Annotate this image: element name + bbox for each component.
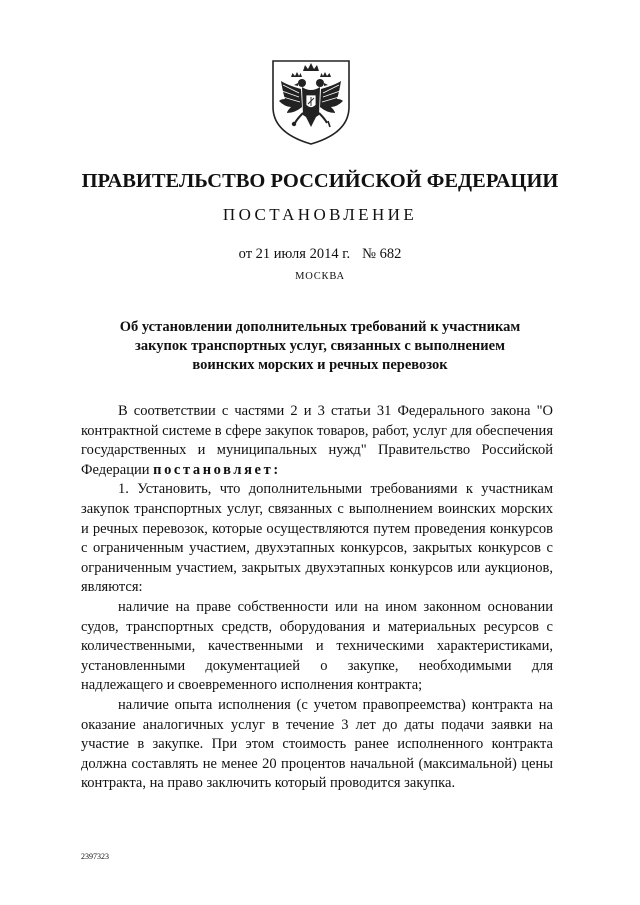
heading-line: воинских морских и речных перевозок xyxy=(192,357,448,373)
city-name: МОСКВА xyxy=(295,271,345,282)
requirement-1-paragraph: наличие на праве собственности или на ином законном основании судов, транспортных средств, оборудования и материальных ресурсов с количественными, качественными и техническими характеристиками, установленными документацией о закупке, необходимыми для надлежащего и своевременного исполнения контракта; xyxy=(81,598,553,694)
document-type: ПОСТАНОВЛЕНИЕ xyxy=(222,205,418,224)
intro-paragraph xyxy=(81,402,553,480)
heading-line: Об установлении дополнительных требований к участникам xyxy=(119,319,521,335)
government-title: ПРАВИТЕЛЬСТВО РОССИЙСКОЙ ФЕДЕРАЦИИ xyxy=(81,170,559,192)
document-heading xyxy=(90,318,550,375)
item-1-paragraph: 1. Установить, что дополнительными требованиями к участникам закупок транспортных услуг, связанных с выполнением воинских морских и речных перевозок, которые осуществляются путем проведения конкурсов с ограниченным участием, двухэтапных конкурсов, закрытых конкурсов с ограниченным участием, закрытых двухэтапных конкурсов или аукционов, являются: xyxy=(81,481,553,596)
date-line xyxy=(0,246,640,263)
heading-line: закупок транспортных услуг, связанных с выполнением xyxy=(135,338,505,354)
document-body xyxy=(81,402,553,794)
decree-word: постановляет: xyxy=(153,461,281,478)
document-number: № 682 xyxy=(362,246,402,262)
intro-text: В соответствии с частями 2 и 3 статьи 31 Федерального закона "О контрактной системе в сфере закупок товаров, работ, услуг для обеспечения государственных и муниципальных нужд" Правительство Российской Федерации xyxy=(81,403,553,478)
russian-coat-of-arms-icon xyxy=(269,55,353,147)
document-date: от 21 июля 2014 г. xyxy=(238,246,351,262)
document-code: 2397323 xyxy=(81,852,109,861)
requirement-2-paragraph: наличие опыта исполнения (с учетом правопреемства) контракта на оказание аналогичных услуг в течение 3 лет до даты подачи заявки на участие в закупке. При этом стоимость ранее исполненного контракта должна составлять не менее 20 процентов начальной (максимальной) цены контракта, на право заключить который проводится закупка. xyxy=(81,696,553,792)
